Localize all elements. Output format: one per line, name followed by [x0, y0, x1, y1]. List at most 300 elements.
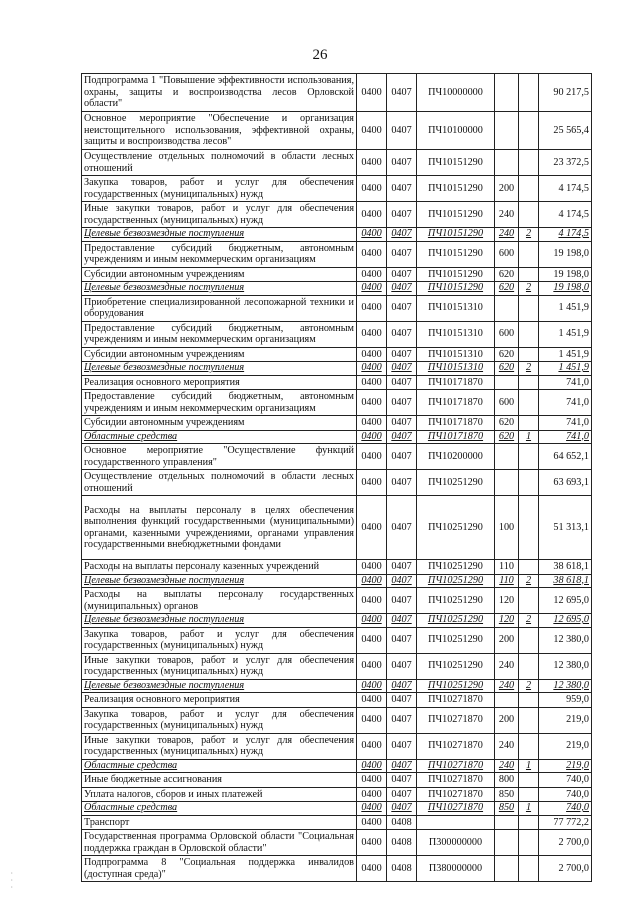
cell-subsection: 0407 — [387, 202, 417, 228]
cell-source — [519, 787, 539, 802]
table-row — [82, 614, 592, 628]
cell-target-article: ПЧ10151310 — [417, 347, 495, 362]
cell-source — [519, 295, 539, 321]
cell-source — [519, 444, 539, 470]
cell-amount: 219,0 — [539, 733, 592, 759]
cell-target-article: П380000000 — [417, 856, 495, 882]
page-number: 26 — [312, 47, 328, 63]
cell-section: 0400 — [357, 267, 387, 282]
cell-subsection: 0407 — [387, 614, 417, 628]
table-row — [82, 787, 592, 802]
cell-source — [519, 773, 539, 788]
cell-subsection: 0408 — [387, 856, 417, 882]
table-row — [82, 362, 592, 376]
cell-name: Целевые безвозмездные поступления — [82, 282, 357, 296]
cell-amount: 4 174,5 — [539, 228, 592, 242]
cell-section: 0400 — [357, 150, 387, 176]
cell-source — [519, 693, 539, 708]
cell-section: 0400 — [357, 614, 387, 628]
cell-name: Основное мероприятие "Обеспечение и организация неистощительного использования, эффективной охраны, защиты и воспроизводства лесов" — [82, 112, 357, 150]
cell-name: Приобретение специализированной лесопожарной техники и оборудования — [82, 295, 357, 321]
cell-expense-type: 200 — [495, 707, 519, 733]
cell-amount: 12 695,0 — [539, 614, 592, 628]
cell-expense-type: 600 — [495, 241, 519, 267]
cell-target-article: ПЧ10151290 — [417, 150, 495, 176]
cell-section: 0400 — [357, 112, 387, 150]
cell-amount: 1 451,9 — [539, 321, 592, 347]
table-row — [82, 390, 592, 416]
cell-expense-type: 200 — [495, 176, 519, 202]
cell-target-article: ПЧ10151310 — [417, 295, 495, 321]
cell-target-article: ПЧ10271870 — [417, 787, 495, 802]
cell-name: Предоставление субсидий бюджетным, автономным учреждениям и иным некоммерческим организациям — [82, 390, 357, 416]
cell-target-article: ПЧ10251290 — [417, 496, 495, 560]
cell-source: 2 — [519, 282, 539, 296]
scan-edge-marks: · · · — [10, 870, 14, 891]
cell-expense-type: 100 — [495, 496, 519, 560]
cell-subsection: 0407 — [387, 241, 417, 267]
cell-source — [519, 375, 539, 390]
cell-expense-type: 200 — [495, 627, 519, 653]
cell-subsection: 0407 — [387, 627, 417, 653]
cell-source: 2 — [519, 362, 539, 376]
cell-expense-type — [495, 693, 519, 708]
cell-section: 0400 — [357, 202, 387, 228]
cell-target-article: ПЧ10271870 — [417, 707, 495, 733]
cell-expense-type: 800 — [495, 773, 519, 788]
cell-name: Иные закупки товаров, работ и услуг для обеспечения государственных (муниципальных) нужд — [82, 202, 357, 228]
cell-subsection: 0407 — [387, 228, 417, 242]
cell-name: Областные средства — [82, 802, 357, 816]
cell-name: Целевые безвозмездные поступления — [82, 614, 357, 628]
table-row — [82, 430, 592, 444]
cell-subsection: 0407 — [387, 267, 417, 282]
cell-source — [519, 321, 539, 347]
cell-section: 0400 — [357, 375, 387, 390]
cell-section: 0400 — [357, 416, 387, 431]
cell-target-article: ПЧ10151290 — [417, 267, 495, 282]
cell-name: Осуществление отдельных полномочий в области лесных отношений — [82, 470, 357, 496]
cell-subsection: 0407 — [387, 416, 417, 431]
cell-expense-type: 850 — [495, 787, 519, 802]
cell-name: Областные средства — [82, 759, 357, 773]
cell-amount: 38 618,1 — [539, 574, 592, 588]
cell-subsection: 0407 — [387, 679, 417, 693]
cell-amount: 2 700,0 — [539, 830, 592, 856]
cell-name: Закупка товаров, работ и услуг для обеспечения государственных (муниципальных) нужд — [82, 627, 357, 653]
cell-target-article: ПЧ10251290 — [417, 653, 495, 679]
table-row — [82, 653, 592, 679]
table-row — [82, 347, 592, 362]
cell-source: 2 — [519, 679, 539, 693]
table-row — [82, 733, 592, 759]
cell-expense-type — [495, 74, 519, 112]
cell-amount: 51 313,1 — [539, 496, 592, 560]
table-row — [82, 856, 592, 882]
table-row — [82, 241, 592, 267]
cell-section: 0400 — [357, 295, 387, 321]
cell-source — [519, 150, 539, 176]
cell-amount: 12 380,0 — [539, 627, 592, 653]
cell-target-article: ПЧ10151290 — [417, 202, 495, 228]
cell-target-article: ПЧ10151290 — [417, 282, 495, 296]
cell-target-article: ПЧ10271870 — [417, 693, 495, 708]
cell-amount: 741,0 — [539, 375, 592, 390]
table-row — [82, 176, 592, 202]
cell-name: Субсидии автономным учреждениям — [82, 347, 357, 362]
cell-name: Целевые безвозмездные поступления — [82, 679, 357, 693]
cell-source — [519, 856, 539, 882]
table-row — [82, 295, 592, 321]
cell-target-article: ПЧ10271870 — [417, 802, 495, 816]
cell-name: Осуществление отдельных полномочий в области лесных отношений — [82, 150, 357, 176]
cell-amount: 740,0 — [539, 802, 592, 816]
cell-amount: 64 652,1 — [539, 444, 592, 470]
cell-target-article: ПЧ10271870 — [417, 773, 495, 788]
table-row — [82, 627, 592, 653]
cell-section: 0400 — [357, 627, 387, 653]
cell-section: 0400 — [357, 74, 387, 112]
table-row — [82, 679, 592, 693]
cell-subsection: 0407 — [387, 150, 417, 176]
table-row — [82, 202, 592, 228]
table-row — [82, 282, 592, 296]
cell-expense-type: 600 — [495, 390, 519, 416]
cell-expense-type — [495, 444, 519, 470]
cell-amount: 1 451,9 — [539, 347, 592, 362]
cell-amount: 741,0 — [539, 390, 592, 416]
cell-amount: 1 451,9 — [539, 295, 592, 321]
cell-target-article: ПЧ10151290 — [417, 228, 495, 242]
cell-name: Субсидии автономным учреждениям — [82, 416, 357, 431]
cell-expense-type: 240 — [495, 679, 519, 693]
cell-amount: 741,0 — [539, 430, 592, 444]
cell-target-article: ПЧ10271870 — [417, 733, 495, 759]
cell-target-article: ПЧ10151290 — [417, 241, 495, 267]
cell-source: 1 — [519, 802, 539, 816]
cell-amount: 741,0 — [539, 416, 592, 431]
cell-subsection: 0407 — [387, 653, 417, 679]
cell-name: Уплата налогов, сборов и иных платежей — [82, 787, 357, 802]
cell-amount: 959,0 — [539, 693, 592, 708]
cell-expense-type — [495, 112, 519, 150]
cell-subsection: 0407 — [387, 588, 417, 614]
cell-source: 1 — [519, 430, 539, 444]
cell-source — [519, 815, 539, 830]
cell-name: Субсидии автономным учреждениям — [82, 267, 357, 282]
cell-name: Предоставление субсидий бюджетным, автономным учреждениям и иным некоммерческим организациям — [82, 321, 357, 347]
cell-name: Транспорт — [82, 815, 357, 830]
cell-section: 0400 — [357, 679, 387, 693]
cell-target-article: ПЧ10251290 — [417, 679, 495, 693]
cell-subsection: 0407 — [387, 496, 417, 560]
cell-section: 0400 — [357, 444, 387, 470]
cell-subsection: 0407 — [387, 707, 417, 733]
cell-section: 0400 — [357, 773, 387, 788]
cell-subsection: 0407 — [387, 802, 417, 816]
cell-name: Закупка товаров, работ и услуг для обеспечения государственных (муниципальных) нужд — [82, 707, 357, 733]
cell-name: Областные средства — [82, 430, 357, 444]
cell-amount: 740,0 — [539, 773, 592, 788]
cell-source: 2 — [519, 574, 539, 588]
cell-section: 0400 — [357, 560, 387, 575]
cell-source — [519, 202, 539, 228]
cell-subsection: 0407 — [387, 430, 417, 444]
cell-source — [519, 627, 539, 653]
cell-subsection: 0408 — [387, 830, 417, 856]
table-row — [82, 830, 592, 856]
cell-section: 0400 — [357, 588, 387, 614]
cell-amount: 38 618,1 — [539, 560, 592, 575]
cell-expense-type: 240 — [495, 653, 519, 679]
cell-source — [519, 241, 539, 267]
cell-expense-type: 620 — [495, 267, 519, 282]
cell-subsection: 0407 — [387, 295, 417, 321]
cell-amount: 77 772,2 — [539, 815, 592, 830]
cell-amount: 25 565,4 — [539, 112, 592, 150]
cell-name: Иные закупки товаров, работ и услуг для обеспечения государственных (муниципальных) нужд — [82, 733, 357, 759]
cell-subsection: 0407 — [387, 444, 417, 470]
cell-expense-type: 110 — [495, 574, 519, 588]
cell-subsection: 0408 — [387, 815, 417, 830]
cell-expense-type: 240 — [495, 759, 519, 773]
cell-amount: 740,0 — [539, 787, 592, 802]
cell-expense-type: 240 — [495, 228, 519, 242]
cell-amount: 219,0 — [539, 707, 592, 733]
table-row — [82, 112, 592, 150]
table-row — [82, 693, 592, 708]
table-row — [82, 707, 592, 733]
cell-section: 0400 — [357, 241, 387, 267]
cell-source — [519, 470, 539, 496]
cell-subsection: 0407 — [387, 321, 417, 347]
cell-amount: 2 700,0 — [539, 856, 592, 882]
cell-target-article: ПЧ10151290 — [417, 176, 495, 202]
cell-amount: 4 174,5 — [539, 202, 592, 228]
table-row — [82, 574, 592, 588]
cell-source — [519, 267, 539, 282]
cell-target-article: ПЧ10171870 — [417, 390, 495, 416]
cell-amount: 219,0 — [539, 759, 592, 773]
cell-expense-type: 240 — [495, 733, 519, 759]
cell-source: 2 — [519, 228, 539, 242]
cell-expense-type — [495, 375, 519, 390]
cell-amount: 12 380,0 — [539, 653, 592, 679]
cell-name: Расходы на выплаты персоналу государственных (муниципальных) органов — [82, 588, 357, 614]
cell-expense-type: 620 — [495, 362, 519, 376]
cell-expense-type: 240 — [495, 202, 519, 228]
table-row — [82, 496, 592, 560]
cell-section: 0400 — [357, 653, 387, 679]
cell-target-article — [417, 815, 495, 830]
cell-target-article: ПЧ10100000 — [417, 112, 495, 150]
cell-subsection: 0407 — [387, 112, 417, 150]
cell-target-article: ПЧ10171870 — [417, 430, 495, 444]
cell-name: Предоставление субсидий бюджетным, автономным учреждениям и иным некоммерческим организациям — [82, 241, 357, 267]
cell-target-article: ПЧ10171870 — [417, 375, 495, 390]
cell-subsection: 0407 — [387, 362, 417, 376]
cell-expense-type: 620 — [495, 347, 519, 362]
table-row — [82, 416, 592, 431]
table-row — [82, 759, 592, 773]
cell-subsection: 0407 — [387, 470, 417, 496]
table-row — [82, 815, 592, 830]
table-row — [82, 444, 592, 470]
cell-amount: 4 174,5 — [539, 176, 592, 202]
cell-section: 0400 — [357, 282, 387, 296]
cell-source — [519, 176, 539, 202]
cell-section: 0400 — [357, 496, 387, 560]
cell-target-article: ПЧ10251290 — [417, 588, 495, 614]
table-body — [82, 74, 592, 882]
cell-name: Целевые безвозмездные поступления — [82, 228, 357, 242]
cell-amount: 19 198,0 — [539, 267, 592, 282]
cell-section: 0400 — [357, 830, 387, 856]
cell-target-article: П300000000 — [417, 830, 495, 856]
cell-source: 1 — [519, 759, 539, 773]
cell-target-article: ПЧ10151310 — [417, 321, 495, 347]
cell-section: 0400 — [357, 733, 387, 759]
cell-name: Закупка товаров, работ и услуг для обеспечения государственных (муниципальных) нужд — [82, 176, 357, 202]
cell-subsection: 0407 — [387, 176, 417, 202]
cell-source — [519, 653, 539, 679]
cell-expense-type: 600 — [495, 321, 519, 347]
cell-section: 0400 — [357, 390, 387, 416]
cell-section: 0400 — [357, 430, 387, 444]
cell-target-article: ПЧ10151310 — [417, 362, 495, 376]
cell-expense-type — [495, 295, 519, 321]
table-row — [82, 802, 592, 816]
cell-amount: 12 380,0 — [539, 679, 592, 693]
cell-expense-type — [495, 470, 519, 496]
cell-expense-type: 120 — [495, 588, 519, 614]
cell-name: Иные закупки товаров, работ и услуг для обеспечения государственных (муниципальных) нужд — [82, 653, 357, 679]
cell-expense-type: 110 — [495, 560, 519, 575]
cell-name: Иные бюджетные ассигнования — [82, 773, 357, 788]
table-row — [82, 150, 592, 176]
table-row — [82, 267, 592, 282]
cell-source — [519, 112, 539, 150]
cell-expense-type: 620 — [495, 416, 519, 431]
cell-section: 0400 — [357, 228, 387, 242]
cell-target-article: ПЧ10271870 — [417, 759, 495, 773]
cell-name: Основное мероприятие "Осуществление функций государственного управления" — [82, 444, 357, 470]
cell-amount: 12 695,0 — [539, 588, 592, 614]
cell-expense-type: 620 — [495, 430, 519, 444]
cell-subsection: 0407 — [387, 560, 417, 575]
cell-section: 0400 — [357, 802, 387, 816]
cell-section: 0400 — [357, 574, 387, 588]
cell-subsection: 0407 — [387, 347, 417, 362]
cell-expense-type — [495, 856, 519, 882]
cell-amount: 23 372,5 — [539, 150, 592, 176]
cell-section: 0400 — [357, 759, 387, 773]
table-row — [82, 560, 592, 575]
cell-name: Реализация основного мероприятия — [82, 375, 357, 390]
cell-section: 0400 — [357, 347, 387, 362]
cell-source — [519, 707, 539, 733]
cell-section: 0400 — [357, 815, 387, 830]
cell-name: Государственная программа Орловской области "Социальная поддержка граждан в Орловской области" — [82, 830, 357, 856]
table-row — [82, 470, 592, 496]
cell-expense-type — [495, 150, 519, 176]
cell-amount: 19 198,0 — [539, 241, 592, 267]
cell-amount: 63 693,1 — [539, 470, 592, 496]
cell-target-article: ПЧ10251290 — [417, 560, 495, 575]
budget-table — [81, 73, 592, 882]
cell-source — [519, 560, 539, 575]
cell-source: 2 — [519, 614, 539, 628]
cell-name: Подпрограмма 8 "Социальная поддержка инвалидов (доступная среда)" — [82, 856, 357, 882]
cell-amount: 1 451,9 — [539, 362, 592, 376]
cell-source — [519, 390, 539, 416]
cell-expense-type: 120 — [495, 614, 519, 628]
cell-subsection: 0407 — [387, 759, 417, 773]
cell-subsection: 0407 — [387, 375, 417, 390]
cell-target-article: ПЧ10251290 — [417, 574, 495, 588]
cell-target-article: ПЧ10200000 — [417, 444, 495, 470]
cell-source — [519, 416, 539, 431]
cell-section: 0400 — [357, 693, 387, 708]
cell-source — [519, 347, 539, 362]
cell-section: 0400 — [357, 707, 387, 733]
cell-target-article: ПЧ10251290 — [417, 614, 495, 628]
cell-name: Целевые безвозмездные поступления — [82, 574, 357, 588]
cell-target-article: ПЧ10251290 — [417, 627, 495, 653]
table-row — [82, 773, 592, 788]
cell-expense-type: 620 — [495, 282, 519, 296]
cell-amount: 19 198,0 — [539, 282, 592, 296]
cell-section: 0400 — [357, 176, 387, 202]
cell-subsection: 0407 — [387, 693, 417, 708]
cell-section: 0400 — [357, 321, 387, 347]
cell-section: 0400 — [357, 362, 387, 376]
table-row — [82, 74, 592, 112]
cell-name: Расходы на выплаты персоналу в целях обеспечения выполнения функций государственными (муниципальными) органами, казенными учреждениями, органами управления государственными внебюджетными фондами — [82, 496, 357, 560]
cell-subsection: 0407 — [387, 773, 417, 788]
cell-section: 0400 — [357, 787, 387, 802]
cell-source — [519, 496, 539, 560]
cell-name: Целевые безвозмездные поступления — [82, 362, 357, 376]
cell-section: 0400 — [357, 856, 387, 882]
cell-section: 0400 — [357, 470, 387, 496]
cell-subsection: 0407 — [387, 282, 417, 296]
table-row — [82, 375, 592, 390]
table-row — [82, 321, 592, 347]
cell-target-article: ПЧ10171870 — [417, 416, 495, 431]
cell-source — [519, 74, 539, 112]
cell-subsection: 0407 — [387, 733, 417, 759]
cell-subsection: 0407 — [387, 390, 417, 416]
table-row — [82, 588, 592, 614]
cell-name: Расходы на выплаты персоналу казенных учреждений — [82, 560, 357, 575]
cell-subsection: 0407 — [387, 574, 417, 588]
cell-target-article: ПЧ10000000 — [417, 74, 495, 112]
cell-subsection: 0407 — [387, 74, 417, 112]
cell-subsection: 0407 — [387, 787, 417, 802]
cell-source — [519, 588, 539, 614]
cell-expense-type — [495, 830, 519, 856]
cell-expense-type: 850 — [495, 802, 519, 816]
cell-target-article: ПЧ10251290 — [417, 470, 495, 496]
cell-source — [519, 830, 539, 856]
cell-name: Реализация основного мероприятия — [82, 693, 357, 708]
cell-amount: 90 217,5 — [539, 74, 592, 112]
cell-expense-type — [495, 815, 519, 830]
cell-source — [519, 733, 539, 759]
cell-name: Подпрограмма 1 "Повышение эффективности использования, охраны, защиты и воспроизводства лесов Орловской области" — [82, 74, 357, 112]
table-row — [82, 228, 592, 242]
